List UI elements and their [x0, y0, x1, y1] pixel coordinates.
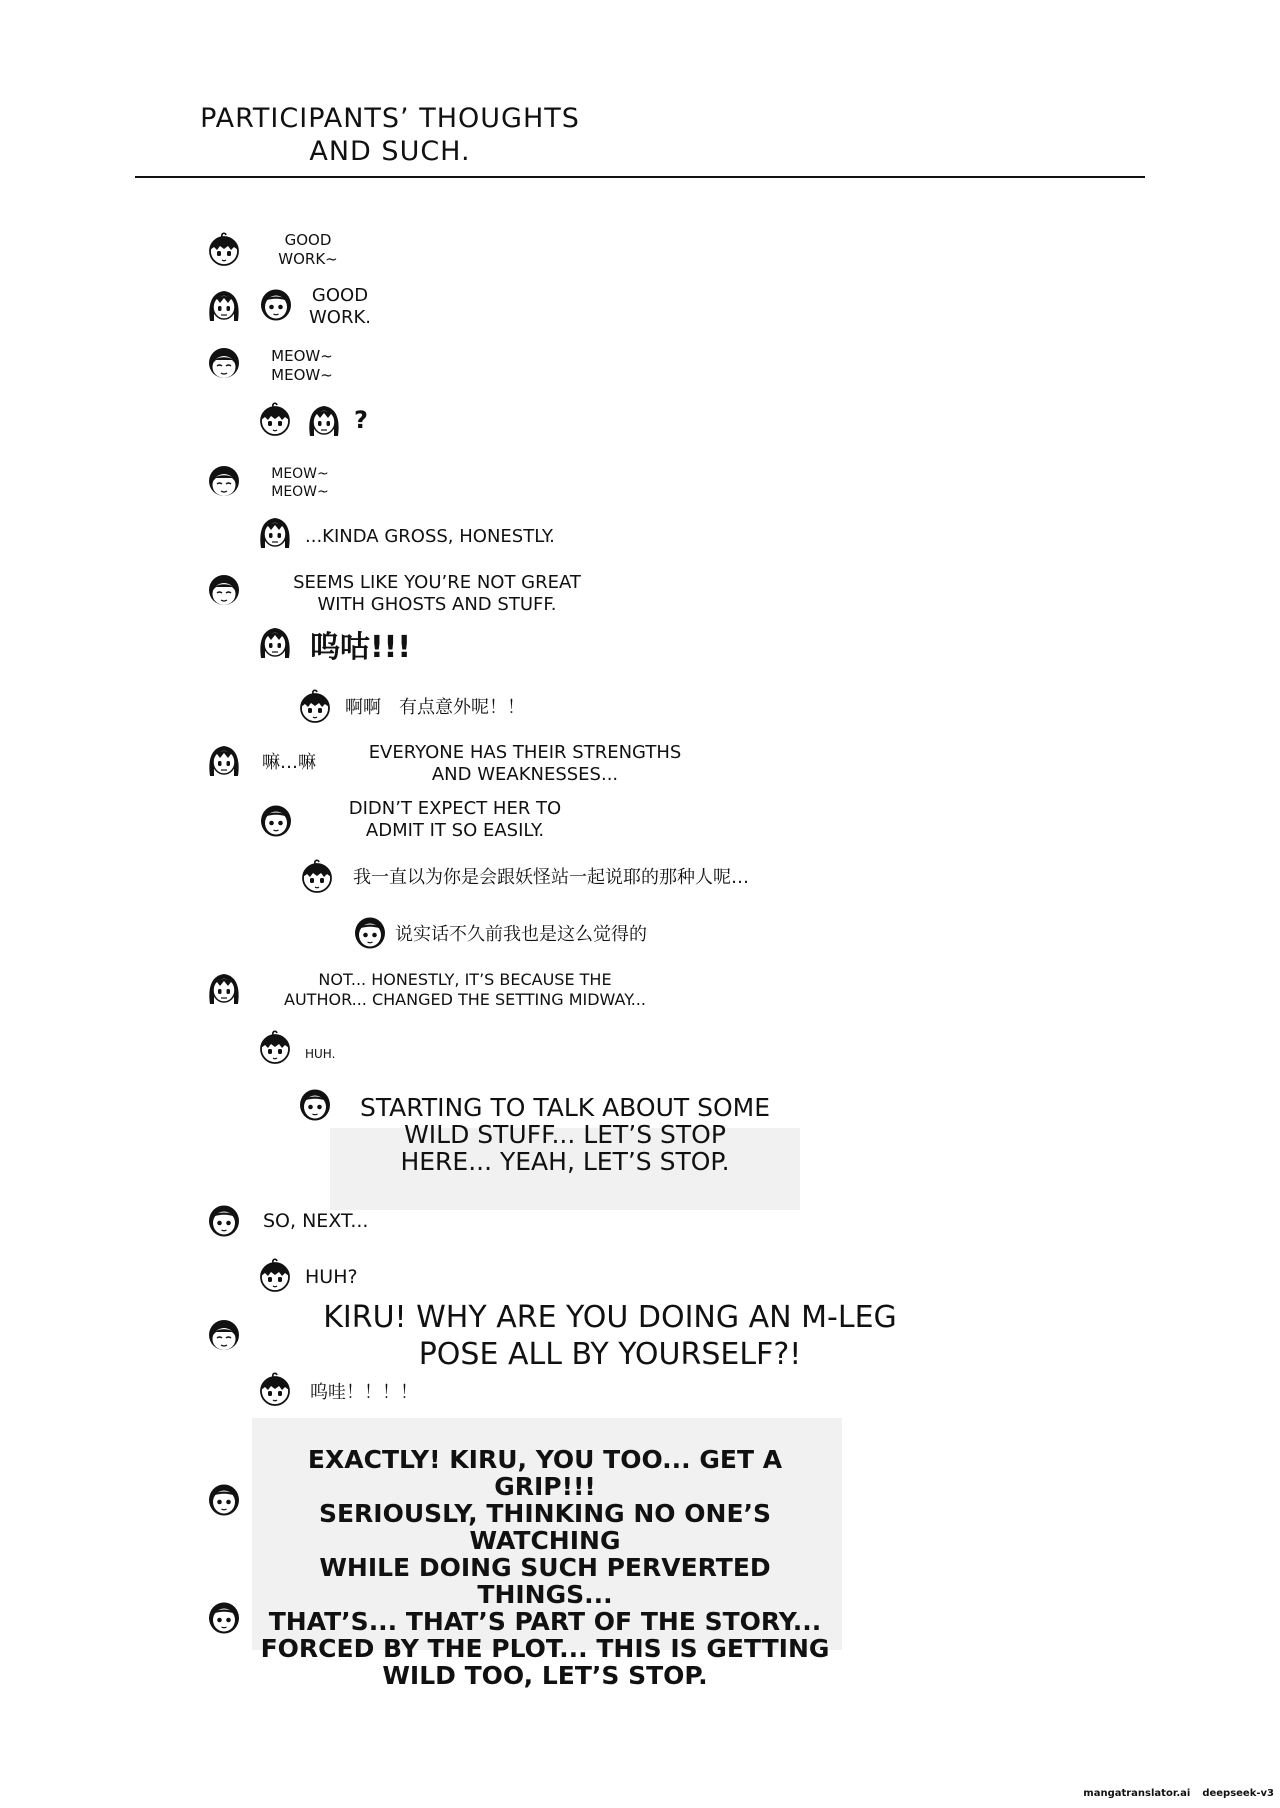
chibi-face-round-icon — [207, 1600, 241, 1636]
chibi-face-round-icon — [207, 1203, 241, 1239]
chibi-face-long-hair-icon — [258, 514, 292, 550]
dialogue-line: STARTING TO TALK ABOUT SOME WILD STUFF... LET’S STOP HERE... YEAH, LET’S STOP. — [359, 1093, 771, 1176]
dialogue-line: 说实话不久前我也是这么觉得的 — [395, 924, 647, 945]
chibi-face-bob-icon — [207, 573, 241, 609]
chibi-face-long-hair-icon — [258, 624, 292, 660]
chibi-face-round-icon — [259, 287, 293, 323]
dialogue-line: NOT... HONESTLY, IT’S BECAUSE THE AUTHOR... CHANGED THE SETTING MIDWAY... — [284, 970, 646, 1009]
dialogue-line: 我一直以为你是会跟妖怪站一起说耶的那种人呢… — [353, 867, 749, 888]
dialogue-line: MEOW~ MEOW~ — [271, 466, 329, 500]
dialogue-line: 呜咕!!! — [310, 630, 412, 665]
watermark-footer — [1071, 1788, 1274, 1799]
dialogue-line: DIDN’T EXPECT HER TO ADMIT IT SO EASILY. — [348, 798, 562, 841]
dialogue-line: SEEMS LIKE YOU’RE NOT GREAT WITH GHOSTS AND STUFF. — [293, 572, 581, 615]
dialogue-line: HUH. — [305, 1047, 336, 1061]
dialogue-line: MEOW~ MEOW~ — [271, 347, 333, 384]
dialogue-line: KIRU! WHY ARE YOU DOING AN M-LEG POSE ALL BY YOURSELF?! — [323, 1300, 897, 1372]
title-divider — [135, 176, 1145, 178]
dialogue-line: GOOD WORK~ — [278, 231, 338, 268]
chibi-face-long-hair-icon — [207, 287, 241, 323]
dialogue-line: 呜哇！！！！ — [310, 1382, 418, 1403]
chibi-face-bob-icon — [207, 1318, 241, 1354]
page-title: PARTICIPANTS’ THOUGHTS AND SUCH. — [200, 103, 580, 167]
watermark-site: mangatranslator.ai — [1083, 1788, 1191, 1799]
dialogue-line: EVERYONE HAS THEIR STRENGTHS AND WEAKNESSES... — [368, 742, 682, 785]
chibi-face-bob-icon — [207, 464, 241, 500]
chibi-face-long-hair-icon — [207, 970, 241, 1006]
dialogue-line: SO, NEXT... — [263, 1210, 369, 1232]
chibi-face-ahoge-icon — [298, 689, 332, 725]
chibi-face-ahoge-icon — [207, 232, 241, 268]
chibi-face-round-icon — [207, 1482, 241, 1518]
chibi-face-long-hair-icon — [307, 402, 341, 438]
dialogue-line: 嘛…嘛 — [262, 752, 316, 773]
chibi-face-ahoge-icon — [258, 1030, 292, 1066]
chibi-face-round-icon — [298, 1087, 332, 1123]
dialogue-line: ...KINDA GROSS, HONESTLY. — [305, 526, 555, 547]
chibi-face-long-hair-icon — [207, 742, 241, 778]
chibi-face-ahoge-icon — [258, 402, 292, 438]
dialogue-line: ? — [354, 406, 368, 434]
dialogue-line: GOOD WORK. — [309, 285, 371, 328]
dialogue-line: EXACTLY! KIRU, YOU TOO... GET A GRIP!!! SERIOUSLY, THINKING NO ONE’S WATCHING WHILE DOING SUCH PERVERTED THINGS... THAT’S... THAT’S PART OF THE STORY... FORCED BY THE PLOT... THIS IS GETTING WILD TOO, LET’S STOP. — [260, 1445, 830, 1690]
chibi-face-round-icon — [353, 915, 387, 951]
chibi-face-bob-icon — [207, 346, 241, 382]
chibi-face-ahoge-icon — [258, 1372, 292, 1408]
chibi-face-ahoge-icon — [300, 859, 334, 895]
chibi-face-ahoge-icon — [258, 1258, 292, 1294]
dialogue-line: HUH? — [305, 1266, 358, 1288]
watermark-model: deepseek-v3 — [1202, 1788, 1274, 1799]
dialogue-line: 啊啊 有点意外呢！！ — [345, 697, 525, 718]
chibi-face-round-icon — [259, 803, 293, 839]
